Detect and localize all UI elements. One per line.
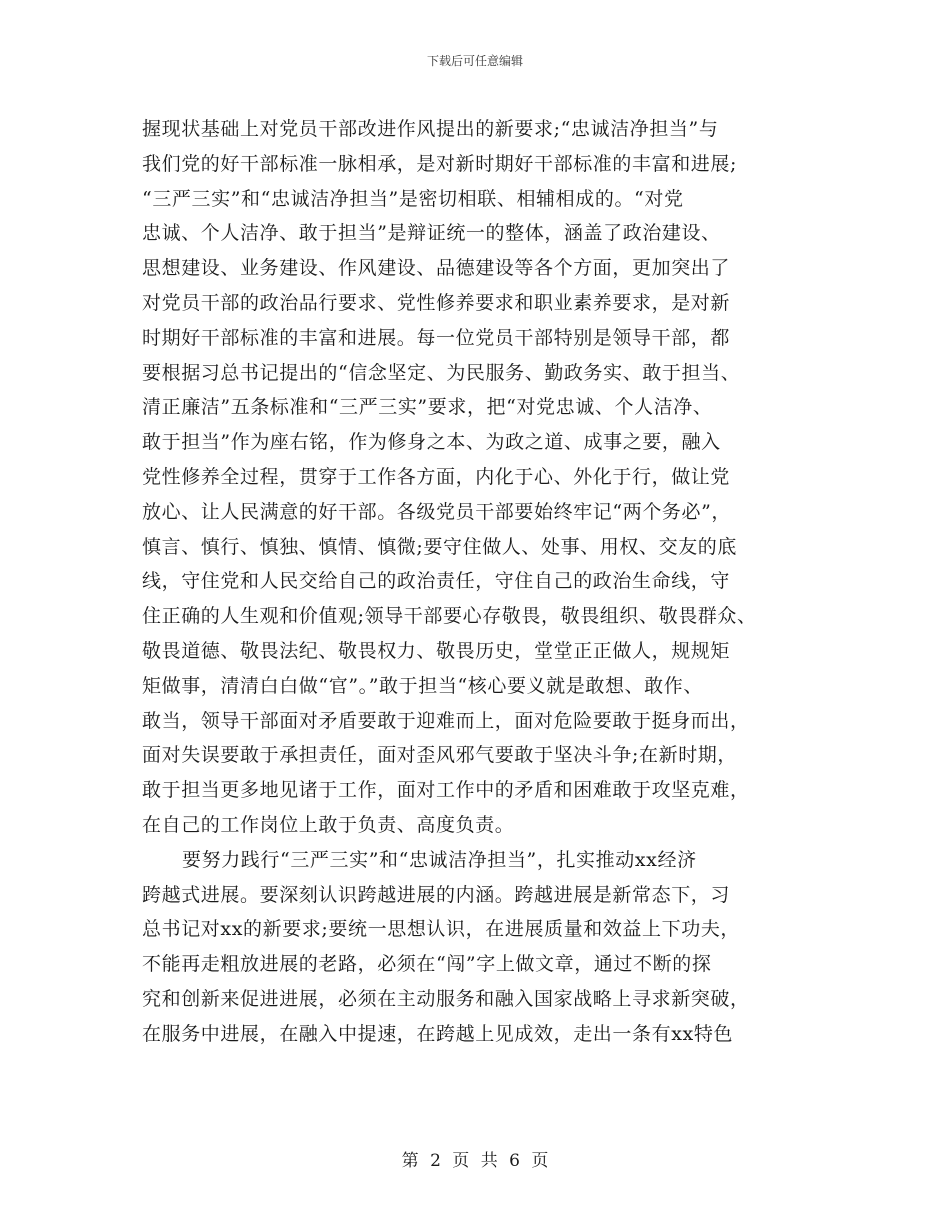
text-line: 对党员干部的政治品行要求、党性修养要求和职业素养要求，是对新 xyxy=(142,291,731,314)
text-line: 敢于担当”作为座右铭，作为修身之本、为政之道、成事之要，融入 xyxy=(142,431,721,454)
text-line: 在服务中进展，在融入中提速，在跨越上见成效，走出一条有xx特色 xyxy=(142,1022,734,1045)
text-line: 放心、让人民满意的好干部。各级党员干部要始终牢记“两个务必”， xyxy=(142,500,732,523)
paragraph-1 xyxy=(142,112,822,843)
text-line: 敢于担当更多地见诸于工作，面对工作中的矛盾和困难敢于攻坚克难， xyxy=(142,779,750,802)
page-number: 第 2 页 共 6 页 xyxy=(401,1151,549,1171)
page-header: 下载后可任意编辑 xyxy=(426,54,523,68)
text-line-indented: 要努力践行“三严三实”和“忠诚洁净担当”，扎实推动xx经济 xyxy=(182,848,697,871)
text-line: 不能再走粗放进展的老路，必须在“闯”字上做文章，通过不断的探 xyxy=(142,953,712,976)
text-line: 我们党的好干部标准一脉相承，是对新时期好干部标准的丰富和进展; xyxy=(142,152,738,175)
text-line: 矩做事，清清白白做“官”。”敢于担当“核心要义就是敢想、敢作、 xyxy=(142,674,703,697)
text-line: 握现状基础上对党员干部改进作风提出的新要求;“忠诚洁净担当”与 xyxy=(142,118,719,140)
text-line: 要根据习总书记提出的“信念坚定、为民服务、勤政务实、敢于担当、 xyxy=(142,361,741,384)
text-line: 究和创新来促进进展，必须在主动服务和融入国家战略上寻求新突破， xyxy=(142,987,750,1010)
text-line: 忠诚、个人洁净、敢于担当”是辩证统一的整体，涵盖了政治建设、 xyxy=(142,222,721,245)
text-line: 时期好干部标准的丰富和进展。每一位党员干部特别是领导干部，都 xyxy=(142,326,731,349)
document-body xyxy=(142,112,822,1052)
text-line: 跨越式进展。要深刻认识跨越进展的内涵。跨越进展是新常态下，习 xyxy=(142,883,731,906)
text-line: 总书记对xx的新要求;要统一思想认识，在进展质量和效益上下功夫， xyxy=(142,918,741,941)
text-line: 在自己的工作岗位上敢于负责、高度负责。 xyxy=(142,813,515,836)
text-line: 慎言、慎行、慎独、慎情、慎微;要守住做人、处事、用权、交友的底 xyxy=(142,535,738,558)
text-line: 线，守住党和人民交给自己的政治责任，守住自己的政治生命线，守 xyxy=(142,570,731,593)
text-line: 敬畏道德、敬畏法纪、敬畏权力、敬畏历史，堂堂正正做人，规规矩 xyxy=(142,639,731,662)
text-line: 思想建设、业务建设、作风建设、品德建设等各个方面，更加突出了 xyxy=(142,257,731,280)
text-line: 敢当，领导干部面对矛盾要敢于迎难而上，面对危险要敢于挺身而出， xyxy=(142,709,750,732)
text-line: 住正确的人生观和价值观;领导干部要心存敬畏，敬畏组织、敬畏群众、 xyxy=(142,605,757,628)
text-line: 清正廉洁”五条标准和“三严三实”要求，把“对党忠诚、个人洁净、 xyxy=(142,396,713,419)
text-line: 面对失误要敢于承担责任，面对歪风邪气要敢于坚决斗争;在新时期， xyxy=(142,744,738,767)
text-line: “三严三实”和“忠诚洁净担当”是密切相联、相辅相成的。“对党 xyxy=(142,187,684,210)
paragraph-2 xyxy=(142,843,822,1052)
text-line: 党性修养全过程，贯穿于工作各方面，内化于心、外化于行，做让党 xyxy=(142,465,731,488)
